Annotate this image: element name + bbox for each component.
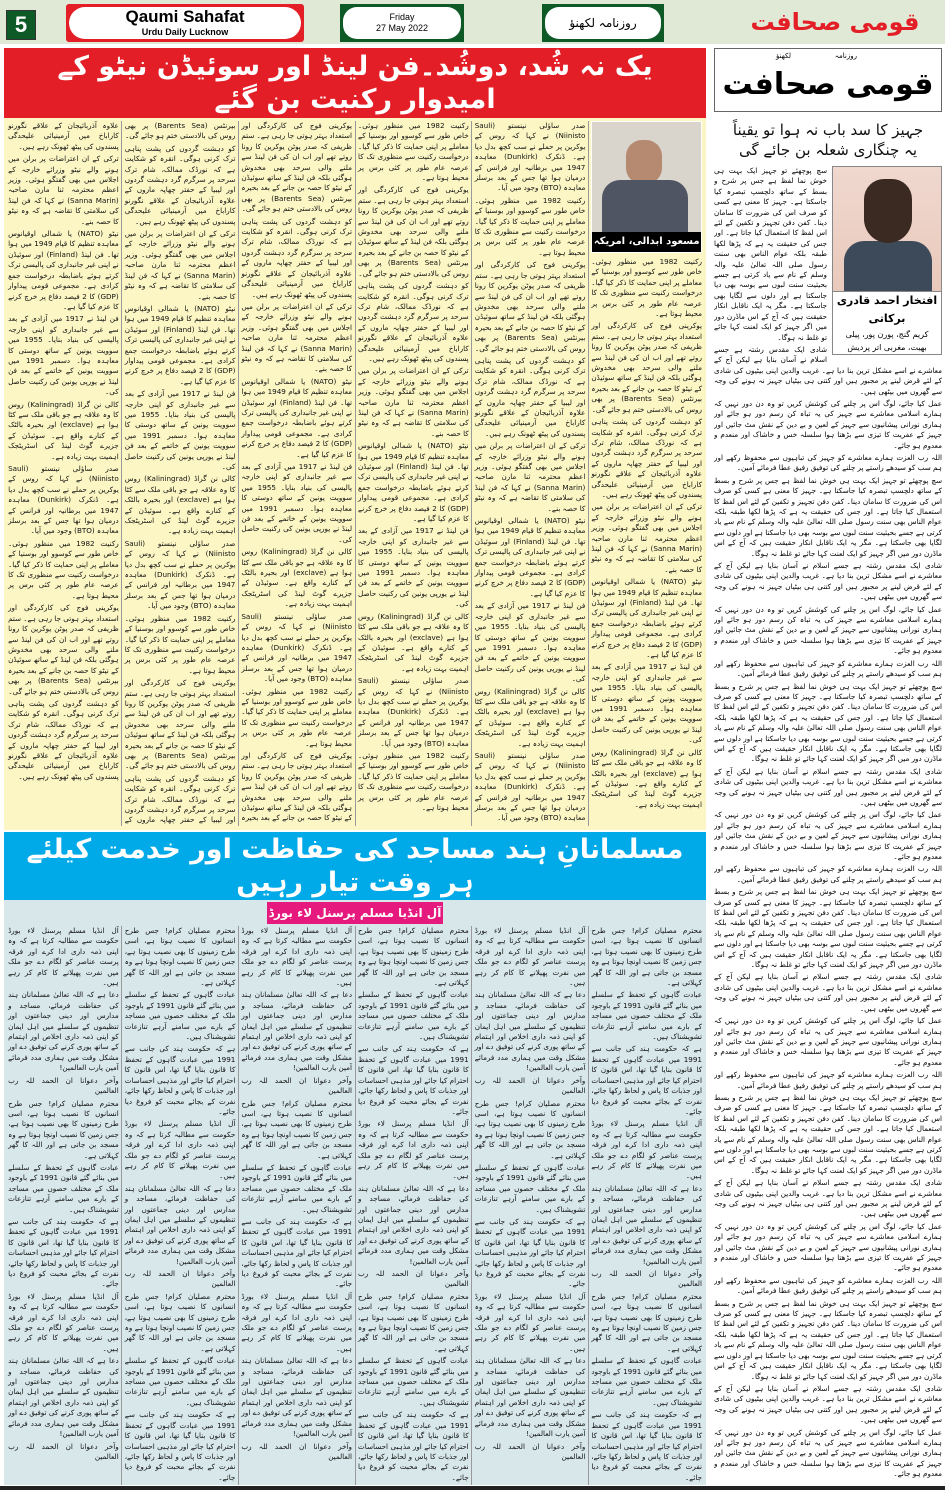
- article-paragraph: کالی نن گراڈ (Kaliningrad) روس کا وہ علاقہ ہے جو باقی ملک سے کٹا ہوا ہے (exclave) اور بحیرہ بالٹک کے کنارے واقع ہے۔ سوئیڈن کے جزیرے گوٹ لینڈ کی اسٹریٹجک اہمیت بہت زیادہ ہے۔: [358, 611, 469, 673]
- article-paragraph: عمل کیا جائے، لوگ اس پر چلنے کی کوشش کریں تو وہ دن دور نہیں کہ ہمارے اسلامی معاشرے سے جہیز کی یہ تباہ کن رسم دور ہو جائے اور ہماری نورانی پیشانیوں سے جہیز کے لعین و بے دین کے نقش مٹ جائیں اور جہیز کے عفریت کا تیزی سے بڑھتا ہوا سلسلہ خس و خاشاک اور منعدم و معدوم ہو جائے۔: [714, 810, 942, 861]
- article-paragraph: ہے کہ حکومت ہند کی جانب سے 1991 میں عبادت گاہوں کے تحفظ کا قانون بنایا گیا تھا، اس قانون کا احترام کیا جائے اور مذہبی احساسات اور جذبات کا پاس و لحاظ رکھا جائے، نفرت کے بجائے محبت کو فروغ دیا جائے۔: [591, 1044, 702, 1116]
- article-paragraph: عبادت گاہوں کے تحفظ کے سلسلے میں بنائے گئے قانون 1991 کے باوجود ملک کے مختلف حصوں میں مساجد کے بارے میں سامنے آرہے تنازعات تشویشناک ہیں۔: [241, 1162, 353, 1214]
- photo-figure: [844, 241, 932, 291]
- article-paragraph: وآخر دعوانا ان الحمد للہ رب العالمین: [8, 1441, 119, 1461]
- article-paragraph: کو دہشت گردوں کی پشت پناہی ترک کرنی ہوگی۔ انقرہ کو شکایت ہے کہ نورڈک ممالک، شام ترک سرحد پر سرگرم گرد دہشت گردوں اور لیبیا کے حفتر چھاپہ ماروں کے علاوہ آذربائیجان کے علاقے نگورنو کاراباخ میں آرمینیائی علیحدگی پسندوں کی پیٹھ ٹھونک رہے ہیں۔: [124, 143, 236, 226]
- article-paragraph: عبادت گاہوں کے تحفظ کے سلسلے میں بنائے گئے قانون 1991 کے باوجود ملک کے مختلف حصوں میں مساجد کے بارے میں سامنے آرہے تنازعات تشویشناک ہیں۔: [358, 990, 469, 1042]
- right-headline: [714, 112, 942, 166]
- article-paragraph: نیٹو (NATO) یا شمالی اوقیانوس معاہدہ تنظیم کا قیام 1949 میں ہوا تھا۔ فن لینڈ (Finland) اور سوئیڈن نے اپنی غیر جانبداری کی پالیسی ترک کرتے ہوئے باضابطہ درخواست جمع کرادی ہے۔ مجموعی قومی پیداوار (GDP) کا 2 فیصد دفاع پر خرچ کرنے کا عزم کیا گیا ہے۔: [591, 577, 702, 660]
- article-paragraph: وآخر دعوانا ان الحمد للہ رب العالمین: [124, 1269, 236, 1289]
- article-paragraph: دعا ہے کہ اللہ تعالیٰ مسلمانان ہند کی حفاظت فرمائے، مساجد و مدارس اور دینی جماعتوں اور تنظیموں کے سلسلے میں اہل ایمان کو اپنی ذمہ داری اخلاص اور اہتمام کے ساتھ پوری کرنے کی توفیق دے اور مشکل وقت میں ہماری مدد فرمائے آمین یارب العالمین!: [358, 1183, 469, 1266]
- main-headline: یک نہ شُد، دوشُد۔فن لینڈ اور سوئیڈن نیٹو کے امیدوار رکنیت بن گئے: [4, 48, 706, 118]
- day: Friday: [389, 12, 415, 22]
- article-paragraph: شادی ایک مقدس رشتہ ہے جسے اسلام نے آسان بنایا ہے لیکن آج کے معاشرے نے اسے مشکل ترین بنا دیا ہے۔ غریب والدین اپنی بیٹیوں کی شادی کے لئے قرض لینے پر مجبور ہیں اور کتنی ہی بیٹیاں جہیز نہ ہونے کی وجہ سے گھروں میں بیٹھی ہیں۔: [714, 1383, 942, 1425]
- article-paragraph: فن لینڈ نے 1917 میں آزادی کے بعد سے غیر جانبداری کو اپنی خارجہ پالیسی کی بنیاد بنایا۔ 1955 میں سوویت یونین کے ساتھ دوستی کا معاہدہ ہوا۔ دسمبر 1991 میں سوویت یونین کے خاتمے کے بعد فن لینڈ نے یورپی یونین کی رکنیت حاصل کی۔: [241, 462, 353, 544]
- article-paragraph: یوکرینی فوج کی کارکردگی اور استعداد بہتر ہوتی جا رہی ہے۔ ستم ظریفی کہ صدر پوٹن یوکرین کا رونا روتے تھے اور اب ان کی فن لینڈ سے ملنے والی سرحد بھی مخدوش ہوگئی بلکہ فن لینڈ کے ساتھ سوئیڈن کے نیٹو کا حصہ بن جانے کے بعد بحیرہ بیرنٹس (Barents Sea) پر بھی روس کی بالادستی ختم ہو جائے گی۔: [591, 321, 702, 414]
- article-paragraph: سچ پوچھئے تو جہیز ایک بہت ہی خوش نما لفظ ہے جس پر شرح و بسط کے ساتھ دلچسپ تبصرہ کیا جاسکتا ہے۔ جہیز کا معنی ہے کسی کو صرف اس کی ضرورت کا سامان دینا۔ کفن دفن تجہیز و تکفین کے لئے اس لفظ کا استعمال کیا جاتا ہے۔ اور جس کی حقیقت یہ ہے کہ پڑھا لکھا طبقہ بلکہ عوام الناس بھی سنت رسول صلی اللہ تعالیٰ علیہ والہ وسلم کے نام سے یاد کرتی ہے جسے بحیثیت سنت لبوں سے بوسہ بھی دیا جاسکتا ہے اور دلوں سے لگایا بھی جاسکتا ہے۔ مگر یہ ایک ناقابل انکار حقیقت ہیں کہ آج کے اس ماڈرن دور میں اگر جہیز کو ایک لعنت کہا جائے تو غلط نہ ہوگا۔: [714, 475, 942, 558]
- right-headline-line1: جہیز کا سد باب نہ ہوا تو یقیناً: [732, 121, 924, 139]
- article-paragraph: دعا ہے کہ اللہ تعالیٰ مسلمانان ہند کی حفاظت فرمائے، مساجد و مدارس اور دینی جماعتوں اور تنظیموں کے سلسلے میں اہل ایمان کو اپنی ذمہ داری اخلاص اور اہتمام کے ساتھ پوری کرنے کی توفیق دے اور مشکل وقت میں ہماری مدد فرمائے آمین یارب العالمین!: [8, 990, 119, 1073]
- article-paragraph: عبادت گاہوں کے تحفظ کے سلسلے میں بنائے گئے قانون 1991 کے باوجود ملک کے مختلف حصوں میں مساجد کے بارے میں سامنے آرہے تنازعات تشویشناک ہیں۔: [8, 1162, 119, 1214]
- article-paragraph: کو دہشت گردوں کی پشت پناہی ترک کرنی ہوگی۔ انقرہ کو شکایت ہے کہ نورڈک ممالک، شام ترک سرحد پر سرگرم گرد دہشت گردوں اور لیبیا کے حفتر چھاپہ ماروں کے علاوہ آذربائیجان کے علاقے نگورنو کاراباخ میں آرمینیائی علیحدگی پسندوں کی پیٹھ ٹھونک رہے ہیں۔: [8, 121, 236, 825]
- article-paragraph: اللہ رب العزت ہمارے معاشرے کو جہیز کی تباہیوں سے محفوظ رکھے اور ہم سب کو سیدھے راستے پر چلنے کی توفیق رفیق عطا فرمائے آمین۔: [714, 864, 942, 884]
- article-paragraph: شادی ایک مقدس رشتہ ہے جسے اسلام نے آسان بنایا ہے لیکن آج کے معاشرے نے اسے مشکل ترین بنا دیا ہے۔ غریب والدین اپنی بیٹیوں کی شادی کے لئے قرض لینے پر مجبور ہیں اور کتنی ہی بیٹیاں جہیز نہ ہونے کی وجہ سے گھروں میں بیٹھی ہیں۔: [714, 1178, 942, 1219]
- article-paragraph: وآخر دعوانا ان الحمد للہ رب العالمین: [241, 1075, 353, 1096]
- bottom-article-body: [4, 926, 706, 1485]
- article-paragraph: صدر ساؤلی نینستو (Sauli Niinisto) نے کہا کہ روس کے یوکرین پر حملے نے سب کچھ بدل دیا ہے۔ ڈنکرک (Dunkirk) معاہدہ 1947 میں برطانیہ اور فرانس کے درمیان ہوا تھا جس کے بعد برسلز معاہدہ (BTO) وجود میں آیا۔: [474, 750, 586, 823]
- article-paragraph: وآخر دعوانا ان الحمد للہ رب العالمین: [241, 1441, 353, 1461]
- article-paragraph: سچ پوچھئے تو جہیز ایک بہت ہی خوش نما لفظ ہے جس پر شرح و بسط کے ساتھ دلچسپ تبصرہ کیا جاسکتا ہے۔ جہیز کا معنی ہے کسی کو صرف اس کی ضرورت کا سامان دینا۔ کفن دفن تجہیز و تکفین کے لئے اس لفظ کا استعمال کیا جاتا ہے۔ اور جس کی حقیقت یہ ہے کہ پڑھا لکھا طبقہ بلکہ عوام الناس بھی سنت رسول صلی اللہ تعالیٰ علیہ والہ وسلم کے نام سے یاد کرتی ہے جسے بحیثیت سنت لبوں سے بوسہ بھی دیا جاسکتا ہے اور دلوں سے لگایا بھی جاسکتا ہے۔ مگر یہ ایک ناقابل انکار حقیقت ہیں کہ آج کے اس ماڈرن دور میں اگر جہیز کو ایک لعنت کہا جائے تو غلط نہ ہوگا۔: [714, 887, 942, 970]
- photo-caption: مسعود ابدالی، امریکہ: [592, 232, 701, 252]
- article-paragraph: محترم مصلیان کرام! جس طرح انسانوں کا نصیب ہوتا ہے، اسی طرح زمینوں کا بھی نصیب ہوتا ہے، جس زمین کا نصیب اونچا ہوتا ہے وہ مسجد بن جاتی ہے اور اللہ کا گھر کہلاتی ہے۔: [591, 1291, 702, 1353]
- article-paragraph: عبادت گاہوں کے تحفظ کے سلسلے میں بنائے گئے قانون 1991 کے باوجود ملک کے مختلف حصوں میں مساجد کے بارے میں سامنے آرہے تنازعات تشویشناک ہیں۔: [124, 1356, 236, 1407]
- article-paragraph: آل انڈیا مسلم پرسنل لاء بورڈ حکومت سے مطالبہ کرتا ہے کہ وہ اپنی ذمہ داری ادا کرے اور فرقہ پرست عناصر کو لگام دے جو ملک میں نفرت پھیلانے کا کام کر رہے ہیں۔: [124, 1119, 236, 1181]
- article-paragraph: دعا ہے کہ اللہ تعالیٰ مسلمانان ہند کی حفاظت فرمائے، مساجد و مدارس اور دینی جماعتوں اور تنظیموں کے سلسلے میں اہل ایمان کو اپنی ذمہ داری اخلاص اور اہتمام کے ساتھ پوری کرنے کی توفیق دے اور مشکل وقت میں ہماری مدد فرمائے آمین یارب العالمین!: [124, 1183, 236, 1266]
- article-paragraph: سچ پوچھئے تو جہیز ایک بہت ہی خوش نما لفظ ہے جس پر شرح و بسط کے ساتھ دلچسپ تبصرہ کیا جاسکتا ہے۔ جہیز کا معنی ہے کسی کو صرف اس کی ضرورت کا سامان دینا۔ کفن دفن تجہیز و تکفین کے لئے اس لفظ کا استعمال کیا جاتا ہے۔ اور جس کی حقیقت یہ ہے کہ پڑھا لکھا طبقہ بلکہ عوام الناس بھی سنت رسول صلی اللہ تعالیٰ علیہ والہ وسلم کے نام سے یاد کرتی ہے جسے بحیثیت سنت لبوں سے بوسہ بھی دیا جاسکتا ہے اور دلوں سے لگایا بھی جاسکتا ہے۔ مگر یہ ایک ناقابل انکار حقیقت ہیں کہ آج کے اس ماڈرن دور میں اگر جہیز کو ایک لعنت کہا جائے تو غلط نہ ہوگا۔: [714, 166, 827, 342]
- article-paragraph: عمل کیا جائے، لوگ اس پر چلنے کی کوشش کریں تو وہ دن دور نہیں کہ ہمارے اسلامی معاشرے سے جہیز کی یہ تباہ کن رسم دور ہو جائے اور ہماری نورانی پیشانیوں سے جہیز کے لعین و بے دین کے نقش مٹ جائیں اور جہیز کے عفریت کا تیزی سے بڑھتا ہوا سلسلہ خس و خاشاک اور منعدم و معدوم ہو جائے۔: [714, 1016, 942, 1067]
- article-paragraph: سچ پوچھئے تو جہیز ایک بہت ہی خوش نما لفظ ہے جس پر شرح و بسط کے ساتھ دلچسپ تبصرہ کیا جاسکتا ہے۔ جہیز کا معنی ہے کسی کو صرف اس کی ضرورت کا سامان دینا۔ کفن دفن تجہیز و تکفین کے لئے اس لفظ کا استعمال کیا جاتا ہے۔ اور جس کی حقیقت یہ ہے کہ پڑھا لکھا طبقہ بلکہ عوام الناس بھی سنت رسول صلی اللہ تعالیٰ علیہ والہ وسلم کے نام سے یاد کرتی ہے جسے بحیثیت سنت لبوں سے بوسہ بھی دیا جاسکتا ہے اور دلوں سے لگایا بھی جاسکتا ہے۔ مگر یہ ایک ناقابل انکار حقیقت ہیں کہ آج کے اس ماڈرن دور میں اگر جہیز کو ایک لعنت کہا جائے تو غلط نہ ہوگا۔: [714, 1092, 942, 1175]
- page-number: 5: [6, 10, 36, 40]
- article-paragraph: محترم مصلیان کرام! جس طرح انسانوں کا نصیب ہوتا ہے، اسی طرح زمینوں کا بھی نصیب ہوتا ہے، جس زمین کا نصیب اونچا ہوتا ہے وہ مسجد بن جاتی ہے اور اللہ کا گھر کہلاتی ہے۔: [8, 1098, 119, 1160]
- top-article: [4, 118, 706, 830]
- author-name: افتخار احمد قادری برکاتی: [836, 294, 938, 325]
- article-paragraph: رکنیت 1982 میں منظور ہوئی۔ خاص طور سے کوسوو اور بوسنیا کے معاملے پر اپنی حمایت کا ذکر کیا گیا۔ درخواست رکنیت سے منظوری تک کا عرصہ عام طور پر کئی برس پر محیط ہوتا ہے۔: [358, 750, 469, 812]
- article-paragraph: آل انڈیا مسلم پرسنل لاء بورڈ حکومت سے مطالبہ کرتا ہے کہ وہ اپنی ذمہ داری ادا کرے اور فرقہ پرست عناصر کو لگام دے جو ملک میں نفرت پھیلانے کا کام کر رہے ہیں۔: [8, 926, 119, 988]
- right-column: [714, 48, 942, 1486]
- article-paragraph: شادی ایک مقدس رشتہ ہے جسے اسلام نے آسان بنایا ہے لیکن آج کے معاشرے نے اسے مشکل ترین بنا دیا ہے۔ غریب والدین اپنی بیٹیوں کی شادی کے لئے قرض لینے پر مجبور ہیں اور کتنی ہی بیٹیاں جہیز نہ ہونے کی وجہ سے گھروں میں بیٹھی ہیں۔: [714, 561, 942, 602]
- second-headline: مسلمانانِ ہند مساجد کی حفاظت اور خدمت کیلئے ہر وقت تیار رہیں: [4, 832, 706, 900]
- article-paragraph: شادی ایک مقدس رشتہ ہے جسے اسلام نے آسان بنایا ہے لیکن آج کے معاشرے نے اسے مشکل ترین بنا دیا ہے۔ غریب والدین اپنی بیٹیوں کی شادی کے لئے قرض لینے پر مجبور ہیں اور کتنی ہی بیٹیاں جہیز نہ ہونے کی وجہ سے گھروں میں بیٹھی ہیں۔: [714, 344, 942, 396]
- article-paragraph: اللہ رب العزت ہمارے معاشرے کو جہیز کی تباہیوں سے محفوظ رکھے اور ہم سب کو سیدھے راستے پر چلنے کی توفیق رفیق عطا فرمائے آمین۔: [714, 1275, 942, 1296]
- article-paragraph: کو دہشت گردوں کی پشت پناہی ترک کرنی ہوگی۔ انقرہ کو شکایت ہے کہ نورڈک ممالک، شام ترک سرحد پر سرگرم گرد دہشت گردوں اور لیبیا کے حفتر چھاپہ ماروں کے علاوہ آذربائیجان کے علاقے نگورنو کاراباخ میں آرمینیائی علیحدگی پسندوں کی پیٹھ ٹھونک رہے ہیں۔: [358, 281, 469, 363]
- article-paragraph: ہے کہ حکومت ہند کی جانب سے 1991 میں عبادت گاہوں کے تحفظ کا قانون بنایا گیا تھا، اس قانون کا احترام کیا جائے اور مذہبی احساسات اور جذبات کا پاس و لحاظ رکھا جائے، نفرت کے بجائے محبت کو فروغ دیا جائے۔: [8, 1216, 119, 1289]
- author-photo-2: [832, 166, 942, 292]
- author-photo-block: [832, 166, 942, 355]
- article-paragraph: ترکی کے ان اعتراضات پر برلن میں ہونے والے نیٹو وزرائے خارجہ کے اجلاس میں بھی گفتگو ہوئی۔ وزیر اعظم محترمہ ثنا مارن صاحبہ (Sanna Marin) نے کہا کہ فن لینڈ کی سلامتی کا تقاضہ ہے کہ وہ نیٹو کا حصہ بنے۔: [358, 366, 469, 438]
- article-paragraph: وآخر دعوانا ان الحمد للہ رب العالمین: [474, 1441, 586, 1461]
- article-paragraph: وآخر دعوانا ان الحمد للہ رب العالمین: [8, 1075, 119, 1096]
- article-paragraph: ترکی کے ان اعتراضات پر برلن میں ہونے والے نیٹو وزرائے خارجہ کے اجلاس میں بھی گفتگو ہوئی۔ وزیر اعظم محترمہ ثنا مارن صاحبہ (Sanna Marin) نے کہا کہ فن لینڈ کی سلامتی کا تقاضہ ہے کہ وہ نیٹو کا حصہ بنے۔: [8, 154, 119, 226]
- article-paragraph: صدر ساؤلی نینستو (Sauli Niinisto) نے کہا کہ روس کے یوکرین پر حملے نے سب کچھ بدل دیا ہے۔ ڈنکرک (Dunkirk) معاہدہ 1947 میں برطانیہ اور فرانس کے درمیان ہوا تھا جس کے بعد برسلز معاہدہ (BTO) وجود میں آیا۔: [8, 464, 119, 536]
- right-logo: قومی صحافت: [722, 67, 934, 102]
- article-paragraph: ہے کہ حکومت ہند کی جانب سے 1991 میں عبادت گاہوں کے تحفظ کا قانون بنایا گیا تھا، اس قانون کا احترام کیا جائے اور مذہبی احساسات اور جذبات کا پاس و لحاظ رکھا جائے، نفرت کے بجائے محبت کو فروغ دیا جائے۔: [591, 1410, 702, 1482]
- article-paragraph: نیٹو (NATO) یا شمالی اوقیانوس معاہدہ تنظیم کا قیام 1949 میں ہوا تھا۔ فن لینڈ (Finland) اور سوئیڈن نے اپنی غیر جانبداری کی پالیسی ترک کرتے ہوئے باضابطہ درخواست جمع کرادی ہے۔ مجموعی قومی پیداوار (GDP) کا 2 فیصد دفاع پر خرچ کرنے کا عزم کیا گیا ہے۔: [241, 376, 353, 459]
- article-paragraph: محترم مصلیان کرام! جس طرح انسانوں کا نصیب ہوتا ہے، اسی طرح زمینوں کا بھی نصیب ہوتا ہے، جس زمین کا نصیب اونچا ہوتا ہے وہ مسجد بن جاتی ہے اور اللہ کا گھر کہلاتی ہے۔: [241, 1098, 353, 1160]
- article-paragraph: ہے کہ حکومت ہند کی جانب سے 1991 میں عبادت گاہوں کے تحفظ کا قانون بنایا گیا تھا، اس قانون کا احترام کیا جائے اور مذہبی احساسات اور جذبات کا پاس و لحاظ رکھا جائے، نفرت کے بجائے محبت کو فروغ دیا جائے۔: [358, 1410, 469, 1482]
- article-paragraph: ہے کہ حکومت ہند کی جانب سے 1991 میں عبادت گاہوں کے تحفظ کا قانون بنایا گیا تھا، اس قانون کا احترام کیا جائے اور مذہبی احساسات اور جذبات کا پاس و لحاظ رکھا جائے، نفرت کے بجائے محبت کو فروغ دیا جائے۔: [124, 1410, 236, 1482]
- article-paragraph: کو دہشت گردوں کی پشت پناہی ترک کرنی ہوگی۔ انقرہ کو شکایت ہے کہ نورڈک ممالک، شام ترک سرحد پر سرگرم گرد دہشت گردوں اور لیبیا کے حفتر چھاپہ ماروں کے علاوہ آذربائیجان کے علاقے نگورنو کاراباخ میں آرمینیائی علیحدگی پسندوں کی پیٹھ ٹھونک رہے ہیں۔: [241, 216, 353, 299]
- article-paragraph: کالی نن گراڈ (Kaliningrad) روس کا وہ علاقہ ہے جو باقی ملک سے کٹا ہوا ہے (exclave) اور بحیرہ بالٹک کے کنارے واقع ہے۔ سوئیڈن کے جزیرے گوٹ لینڈ کی اسٹریٹجک اہمیت بہت زیادہ ہے۔: [474, 686, 586, 748]
- article-paragraph: محترم مصلیان کرام! جس طرح انسانوں کا نصیب ہوتا ہے، اسی طرح زمینوں کا بھی نصیب ہوتا ہے، جس زمین کا نصیب اونچا ہوتا ہے وہ مسجد بن جاتی ہے اور اللہ کا گھر کہلاتی ہے۔: [474, 1098, 586, 1160]
- article-paragraph: شادی ایک مقدس رشتہ ہے جسے اسلام نے آسان بنایا ہے لیکن آج کے معاشرے نے اسے مشکل ترین بنا دیا ہے۔ غریب والدین اپنی بیٹیوں کی شادی کے لئے قرض لینے پر مجبور ہیں اور کتنی ہی بیٹیاں جہیز نہ ہونے کی وجہ سے گھروں میں بیٹھی ہیں۔: [714, 766, 942, 807]
- article-paragraph: نیٹو (NATO) یا شمالی اوقیانوس معاہدہ تنظیم کا قیام 1949 میں ہوا تھا۔ فن لینڈ (Finland) اور سوئیڈن نے اپنی غیر جانبداری کی پالیسی ترک کرتے ہوئے باضابطہ درخواست جمع کرادی ہے۔ مجموعی قومی پیداوار (GDP) کا 2 فیصد دفاع پر خرچ کرنے کا عزم کیا گیا ہے۔: [8, 229, 119, 311]
- article-paragraph: نیٹو (NATO) یا شمالی اوقیانوس معاہدہ تنظیم کا قیام 1949 میں ہوا تھا۔ فن لینڈ (Finland) اور سوئیڈن نے اپنی غیر جانبداری کی پالیسی ترک کرتے ہوئے باضابطہ درخواست جمع کرادی ہے۔ مجموعی قومی پیداوار (GDP) کا 2 فیصد دفاع پر خرچ کرنے کا عزم کیا گیا ہے۔: [358, 441, 469, 524]
- article-paragraph: دعا ہے کہ اللہ تعالیٰ مسلمانان ہند کی حفاظت فرمائے، مساجد و مدارس اور دینی جماعتوں اور تنظیموں کے سلسلے میں اہل ایمان کو اپنی ذمہ داری اخلاص اور اہتمام کے ساتھ پوری کرنے کی توفیق دے اور مشکل وقت میں ہماری مدد فرمائے آمین یارب العالمین!: [8, 1356, 119, 1439]
- article-paragraph: محترم مصلیان کرام! جس طرح انسانوں کا نصیب ہوتا ہے، اسی طرح زمینوں کا بھی نصیب ہوتا ہے، جس زمین کا نصیب اونچا ہوتا ہے وہ مسجد بن جاتی ہے اور اللہ کا گھر کہلاتی ہے۔: [358, 926, 469, 988]
- right-article-body: [714, 166, 942, 1486]
- article-paragraph: آل انڈیا مسلم پرسنل لاء بورڈ حکومت سے مطالبہ کرتا ہے کہ وہ اپنی ذمہ داری ادا کرے اور فرقہ پرست عناصر کو لگام دے جو ملک میں نفرت پھیلانے کا کام کر رہے ہیں۔: [8, 1291, 119, 1353]
- article-paragraph: عمل کیا جائے، لوگ اس پر چلنے کی کوشش کریں تو وہ دن دور نہیں کہ ہمارے اسلامی معاشرے سے جہیز کی یہ تباہ کن رسم دور ہو جائے اور ہماری نورانی پیشانیوں سے جہیز کے لعین و بے دین کے نقش مٹ جائیں اور جہیز کے عفریت کا تیزی سے بڑھتا ہوا سلسلہ خس و خاشاک اور منعدم و معدوم ہو جائے۔: [714, 604, 942, 656]
- article-paragraph: محترم مصلیان کرام! جس طرح انسانوں کا نصیب ہوتا ہے، اسی طرح زمینوں کا بھی نصیب ہوتا ہے، جس زمین کا نصیب اونچا ہوتا ہے وہ مسجد بن جاتی ہے اور اللہ کا گھر کہلاتی ہے۔: [358, 1291, 469, 1353]
- urdu-brand-logo: قومی صحافت: [750, 8, 920, 36]
- article-paragraph: صدر ساؤلی نینستو (Sauli Niinisto) نے کہا کہ روس کے یوکرین پر حملے نے سب کچھ بدل دیا ہے۔ ڈنکرک (Dunkirk) معاہدہ 1947 میں برطانیہ اور فرانس کے درمیان ہوا تھا جس کے بعد برسلز معاہدہ (BTO) وجود میں آیا۔: [124, 538, 236, 611]
- article-paragraph: صدر ساؤلی نینستو (Sauli Niinisto) نے کہا کہ روس کے یوکرین پر حملے نے سب کچھ بدل دیا ہے۔ ڈنکرک (Dunkirk) معاہدہ 1947 میں برطانیہ اور فرانس کے درمیان ہوا تھا جس کے بعد برسلز معاہدہ (BTO) وجود میں آیا۔: [241, 611, 353, 684]
- article-paragraph: فن لینڈ نے 1917 میں آزادی کے بعد سے غیر جانبداری کو اپنی خارجہ پالیسی کی بنیاد بنایا۔ 1955 میں سوویت یونین کے ساتھ دوستی کا معاہدہ ہوا۔ دسمبر 1991 میں سوویت یونین کے خاتمے کے بعد فن لینڈ نے یورپی یونین کی رکنیت حاصل کی۔: [358, 526, 469, 609]
- article-paragraph: فن لینڈ نے 1917 میں آزادی کے بعد سے غیر جانبداری کو اپنی خارجہ پالیسی کی بنیاد بنایا۔ 1955 میں سوویت یونین کے ساتھ دوستی کا معاہدہ ہوا۔ دسمبر 1991 میں سوویت یونین کے خاتمے کے بعد فن لینڈ نے یورپی یونین کی رکنیت حاصل کی۔: [8, 314, 119, 397]
- article-paragraph: ترکی کے ان اعتراضات پر برلن میں ہونے والے نیٹو وزرائے خارجہ کے اجلاس میں بھی گفتگو ہوئی۔ وزیر اعظم محترمہ ثنا مارن صاحبہ (Sanna Marin) نے کہا کہ فن لینڈ کی سلامتی کا تقاضہ ہے کہ وہ نیٹو کا حصہ بنے۔: [591, 502, 702, 574]
- article-paragraph: کو دہشت گردوں کی پشت پناہی ترک کرنی ہوگی۔ انقرہ کو شکایت ہے کہ نورڈک ممالک، شام ترک سرحد پر سرگرم گرد دہشت گردوں اور لیبیا کے حفتر چھاپہ ماروں کے علاوہ آذربائیجان کے علاقے نگورنو کاراباخ میں آرمینیائی علیحدگی پسندوں کی پیٹھ ٹھونک رہے ہیں۔: [591, 417, 702, 499]
- article-paragraph: وآخر دعوانا ان الحمد للہ رب العالمین: [591, 1269, 702, 1289]
- article-paragraph: رکنیت 1982 میں منظور ہوئی۔ خاص طور سے کوسوو اور بوسنیا کے معاملے پر اپنی حمایت کا ذکر کیا گیا۔ درخواست رکنیت سے منظوری تک کا عرصہ عام طور پر کئی برس پر محیط ہوتا ہے۔: [241, 686, 353, 748]
- top-article-body: [4, 121, 706, 826]
- article-paragraph: صدر ساؤلی نینستو (Sauli Niinisto) نے کہا کہ روس کے یوکرین پر حملے نے سب کچھ بدل دیا ہے۔ ڈنکرک (Dunkirk) معاہدہ 1947 میں برطانیہ اور فرانس کے درمیان ہوا تھا جس کے بعد برسلز معاہدہ (BTO) وجود میں آیا۔: [474, 121, 586, 193]
- date-box: [340, 4, 464, 42]
- author-address-2: بھیت، مغربی اتر پردیش: [847, 343, 927, 352]
- article-paragraph: ہے کہ حکومت ہند کی جانب سے 1991 میں عبادت گاہوں کے تحفظ کا قانون بنایا گیا تھا، اس قانون کا احترام کیا جائے اور مذہبی احساسات اور جذبات کا پاس و لحاظ رکھا جائے، نفرت کے بجائے محبت کو فروغ دیا جائے۔: [474, 1216, 586, 1289]
- article-paragraph: محترم مصلیان کرام! جس طرح انسانوں کا نصیب ہوتا ہے، اسی طرح زمینوں کا بھی نصیب ہوتا ہے، جس زمین کا نصیب اونچا ہوتا ہے وہ مسجد بن جاتی ہے اور اللہ کا گھر کہلاتی ہے۔: [124, 926, 236, 988]
- subhead-row: [4, 900, 706, 926]
- photo-head: [864, 179, 912, 243]
- right-logo-box: [714, 48, 942, 112]
- article-paragraph: یوکرینی فوج کی کارکردگی اور استعداد بہتر ہوتی جا رہی ہے۔ ستم ظریفی کہ صدر پوٹن یوکرین کا رونا روتے تھے اور اب ان کی فن لینڈ سے ملنے والی سرحد بھی مخدوش ہوگئی بلکہ فن لینڈ کے ساتھ سوئیڈن کے نیٹو کا حصہ بن جانے کے بعد بحیرہ بیرنٹس (Barents Sea) پر بھی روس کی بالادستی ختم ہو جائے گی۔: [358, 185, 469, 278]
- logo-small-right: لکھنؤ: [776, 52, 791, 60]
- article-paragraph: فن لینڈ نے 1917 میں آزادی کے بعد سے غیر جانبداری کو اپنی خارجہ پالیسی کی بنیاد بنایا۔ 1955 میں سوویت یونین کے ساتھ دوستی کا معاہدہ ہوا۔ دسمبر 1991 میں سوویت یونین کے خاتمے کے بعد فن لینڈ نے یورپی یونین کی رکنیت حاصل کی۔: [474, 601, 586, 684]
- rozname-box: [542, 4, 664, 42]
- article-paragraph: یوکرینی فوج کی کارکردگی اور استعداد بہتر ہوتی جا رہی ہے۔ ستم ظریفی کہ صدر پوٹن یوکرین کا رونا روتے تھے اور اب ان کی فن لینڈ سے ملنے والی سرحد بھی مخدوش ہوگئی بلکہ فن لینڈ کے ساتھ سوئیڈن کے نیٹو کا حصہ بن جانے کے بعد بحیرہ بیرنٹس (Barents Sea) پر بھی روس کی بالادستی ختم ہو جائے گی۔: [8, 603, 119, 696]
- article-paragraph: دعا ہے کہ اللہ تعالیٰ مسلمانان ہند کی حفاظت فرمائے، مساجد و مدارس اور دینی جماعتوں اور تنظیموں کے سلسلے میں اہل ایمان کو اپنی ذمہ داری اخلاص اور اہتمام کے ساتھ پوری کرنے کی توفیق دے اور مشکل وقت میں ہماری مدد فرمائے آمین یارب العالمین!: [591, 1183, 702, 1266]
- article-paragraph: عبادت گاہوں کے تحفظ کے سلسلے میں بنائے گئے قانون 1991 کے باوجود ملک کے مختلف حصوں میں مساجد کے بارے میں سامنے آرہے تنازعات تشویشناک ہیں۔: [474, 1162, 586, 1214]
- article-paragraph: اللہ رب العزت ہمارے معاشرے کو جہیز کی تباہیوں سے محفوظ رکھے اور ہم سب کو سیدھے راستے پر چلنے کی توفیق رفیق عطا فرمائے آمین۔: [714, 1070, 942, 1090]
- article-paragraph: آل انڈیا مسلم پرسنل لاء بورڈ حکومت سے مطالبہ کرتا ہے کہ وہ اپنی ذمہ داری ادا کرے اور فرقہ پرست عناصر کو لگام دے جو ملک میں نفرت پھیلانے کا کام کر رہے ہیں۔: [591, 1119, 702, 1181]
- article-paragraph: شادی ایک مقدس رشتہ ہے جسے اسلام نے آسان بنایا ہے لیکن آج کے معاشرے نے اسے مشکل ترین بنا دیا ہے۔ غریب والدین اپنی بیٹیوں کی شادی کے لئے قرض لینے پر مجبور ہیں اور کتنی ہی بیٹیاں جہیز نہ ہونے کی وجہ سے گھروں میں بیٹھی ہیں۔: [714, 972, 942, 1013]
- photo-figure: [626, 140, 662, 184]
- article-paragraph: وآخر دعوانا ان الحمد للہ رب العالمین: [474, 1075, 586, 1096]
- article-paragraph: کالی نن گراڈ (Kaliningrad) روس کا وہ علاقہ ہے جو باقی ملک سے کٹا ہوا ہے (exclave) اور بحیرہ بالٹک کے کنارے واقع ہے۔ سوئیڈن کے جزیرے گوٹ لینڈ کی اسٹریٹجک اہمیت بہت زیادہ ہے۔: [241, 547, 353, 609]
- bottom-article: [4, 900, 706, 1485]
- article-paragraph: اللہ رب العزت ہمارے معاشرے کو جہیز کی تباہیوں سے محفوظ رکھے اور ہم سب کو سیدھے راستے پر چلنے کی توفیق رفیق عطا فرمائے آمین۔: [714, 452, 942, 473]
- article-paragraph: دعا ہے کہ اللہ تعالیٰ مسلمانان ہند کی حفاظت فرمائے، مساجد و مدارس اور دینی جماعتوں اور تنظیموں کے سلسلے میں اہل ایمان کو اپنی ذمہ داری اخلاص اور اہتمام کے ساتھ پوری کرنے کی توفیق دے اور مشکل وقت میں ہماری مدد فرمائے آمین یارب العالمین!: [241, 1356, 353, 1439]
- article-paragraph: یوکرینی فوج کی کارکردگی اور استعداد بہتر ہوتی جا رہی ہے۔ ستم ظریفی کہ صدر پوٹن یوکرین کا رونا روتے تھے اور اب ان کی فن لینڈ سے ملنے والی سرحد بھی مخدوش ہوگئی بلکہ فن لینڈ کے ساتھ سوئیڈن کے نیٹو کا حصہ بن جانے کے بعد بحیرہ بیرنٹس (Barents Sea) پر بھی روس کی بالادستی ختم ہو جائے گی۔: [474, 260, 586, 353]
- article-paragraph: عبادت گاہوں کے تحفظ کے سلسلے میں بنائے گئے قانون 1991 کے باوجود ملک کے مختلف حصوں میں مساجد کے بارے میں سامنے آرہے تنازعات تشویشناک ہیں۔: [358, 1356, 469, 1407]
- article-paragraph: وآخر دعوانا ان الحمد للہ رب العالمین: [358, 1269, 469, 1289]
- article-paragraph: محترم مصلیان کرام! جس طرح انسانوں کا نصیب ہوتا ہے، اسی طرح زمینوں کا بھی نصیب ہوتا ہے، جس زمین کا نصیب اونچا ہوتا ہے وہ مسجد بن جاتی ہے اور اللہ کا گھر کہلاتی ہے۔: [591, 926, 702, 988]
- rozname-text: روزنامہ لکھنؤ: [545, 7, 661, 39]
- article-paragraph: نیٹو (NATO) یا شمالی اوقیانوس معاہدہ تنظیم کا قیام 1949 میں ہوا تھا۔ فن لینڈ (Finland) اور سوئیڈن نے اپنی غیر جانبداری کی پالیسی ترک کرتے ہوئے باضابطہ درخواست جمع کرادی ہے۔ مجموعی قومی پیداوار (GDP) کا 2 فیصد دفاع پر خرچ کرنے کا عزم کیا گیا ہے۔: [474, 516, 586, 598]
- article-paragraph: کو دہشت گردوں کی پشت پناہی ترک کرنی ہوگی۔ انقرہ کو شکایت ہے کہ نورڈک ممالک، شام ترک سرحد پر سرگرم گرد دہشت گردوں اور لیبیا کے حفتر چھاپہ ماروں کے علاوہ آذربائیجان کے علاقے نگورنو کاراباخ میں آرمینیائی علیحدگی پسندوں کی پیٹھ ٹھونک رہے ہیں۔: [474, 355, 586, 438]
- article-paragraph: نیٹو (NATO) یا شمالی اوقیانوس معاہدہ تنظیم کا قیام 1949 میں ہوا تھا۔ فن لینڈ (Finland) اور سوئیڈن نے اپنی غیر جانبداری کی پالیسی ترک کرتے ہوئے باضابطہ درخواست جمع کرادی ہے۔ مجموعی قومی پیداوار (GDP) کا 2 فیصد دفاع پر خرچ کرنے کا عزم کیا گیا ہے۔: [124, 303, 236, 386]
- photo-suit: [602, 180, 688, 232]
- article-paragraph: یوکرینی فوج کی کارکردگی اور استعداد بہتر ہوتی جا رہی ہے۔ ستم ظریفی کہ صدر پوٹن یوکرین کا رونا روتے تھے اور اب ان کی فن لینڈ سے ملنے والی سرحد بھی مخدوش ہوگئی بلکہ فن لینڈ کے ساتھ سوئیڈن کے نیٹو کا حصہ بن جانے کے بعد بحیرہ بیرنٹس (Barents Sea) پر بھی روس کی بالادستی ختم ہو جائے گی۔: [124, 678, 236, 771]
- article-paragraph: رکنیت 1982 میں منظور ہوئی۔ خاص طور سے کوسوو اور بوسنیا کے معاملے پر اپنی حمایت کا ذکر کیا گیا۔ درخواست رکنیت سے منظوری تک کا عرصہ عام طور پر کئی برس پر محیط ہوتا ہے۔: [358, 121, 469, 183]
- article-paragraph: آل انڈیا مسلم پرسنل لاء بورڈ حکومت سے مطالبہ کرتا ہے کہ وہ اپنی ذمہ داری ادا کرے اور فرقہ پرست عناصر کو لگام دے جو ملک میں نفرت پھیلانے کا کام کر رہے ہیں۔: [474, 926, 586, 988]
- second-subhead: آل انڈیا مسلم پرسنل لاء بورڈ: [267, 902, 443, 924]
- article-paragraph: ہے کہ حکومت ہند کی جانب سے 1991 میں عبادت گاہوں کے تحفظ کا قانون بنایا گیا تھا، اس قانون کا احترام کیا جائے اور مذہبی احساسات اور جذبات کا پاس و لحاظ رکھا جائے، نفرت کے بجائے محبت کو فروغ دیا جائے۔: [358, 1044, 469, 1116]
- article-paragraph: سچ پوچھئے تو جہیز ایک بہت ہی خوش نما لفظ ہے جس پر شرح و بسط کے ساتھ دلچسپ تبصرہ کیا جاسکتا ہے۔ جہیز کا معنی ہے کسی کو صرف اس کی ضرورت کا سامان دینا۔ کفن دفن تجہیز و تکفین کے لئے اس لفظ کا استعمال کیا جاتا ہے۔ اور جس کی حقیقت یہ ہے کہ پڑھا لکھا طبقہ بلکہ عوام الناس بھی سنت رسول صلی اللہ تعالیٰ علیہ والہ وسلم کے نام سے یاد کرتی ہے جسے بحیثیت سنت لبوں سے بوسہ بھی دیا جاسکتا ہے اور دلوں سے لگایا بھی جاسکتا ہے۔ مگر یہ ایک ناقابل انکار حقیقت ہیں کہ آج کے اس ماڈرن دور میں اگر جہیز کو ایک لعنت کہا جائے تو غلط نہ ہوگا۔: [714, 681, 942, 764]
- article-paragraph: عمل کیا جائے، لوگ اس پر چلنے کی کوشش کریں تو وہ دن دور نہیں کہ ہمارے اسلامی معاشرے سے جہیز کی یہ تباہ کن رسم دور ہو جائے اور ہماری نورانی پیشانیوں سے جہیز کے لعین و بے دین کے نقش مٹ جائیں اور جہیز کے عفریت کا تیزی سے بڑھتا ہوا سلسلہ خس و خاشاک اور منعدم و معدوم ہو جائے۔: [714, 398, 942, 450]
- article-paragraph: فن لینڈ نے 1917 میں آزادی کے بعد سے غیر جانبداری کو اپنی خارجہ پالیسی کی بنیاد بنایا۔ 1955 میں سوویت یونین کے ساتھ دوستی کا معاہدہ ہوا۔ دسمبر 1991 میں سوویت یونین کے خاتمے کے بعد فن لینڈ نے یورپی یونین کی رکنیت حاصل کی۔: [124, 389, 236, 471]
- logo-small-left: روزنامہ: [834, 52, 857, 60]
- article-paragraph: محترم مصلیان کرام! جس طرح انسانوں کا نصیب ہوتا ہے، اسی طرح زمینوں کا بھی نصیب ہوتا ہے، جس زمین کا نصیب اونچا ہوتا ہے وہ مسجد بن جاتی ہے اور اللہ کا گھر کہلاتی ہے۔: [124, 1291, 236, 1353]
- article-paragraph: کو دہشت گردوں کی پشت پناہی ترک کرنی ہوگی۔ انقرہ کو شکایت ہے کہ نورڈک ممالک، شام ترک سرحد پر سرگرم گرد دہشت گردوں اور لیبیا کے حفتر چھاپہ ماروں کے علاوہ آذربائیجان کے علاقے نگورنو کاراباخ میں آرمینیائی علیحدگی پسندوں کی پیٹھ ٹھونک رہے ہیں۔: [8, 698, 119, 781]
- english-title-box: [66, 4, 304, 42]
- article-paragraph: فن لینڈ نے 1917 میں آزادی کے بعد سے غیر جانبداری کو اپنی خارجہ پالیسی کی بنیاد بنایا۔ 1955 میں سوویت یونین کے ساتھ دوستی کا معاہدہ ہوا۔ دسمبر 1991 میں سوویت یونین کے خاتمے کے بعد فن لینڈ نے یورپی یونین کی رکنیت حاصل کی۔: [591, 662, 702, 745]
- article-paragraph: ترکی کے ان اعتراضات پر برلن میں ہونے والے نیٹو وزرائے خارجہ کے اجلاس میں بھی گفتگو ہوئی۔ وزیر اعظم محترمہ ثنا مارن صاحبہ (Sanna Marin) نے کہا کہ فن لینڈ کی سلامتی کا تقاضہ ہے کہ وہ نیٹو کا حصہ بنے۔: [124, 229, 236, 301]
- article-paragraph: صدر ساؤلی نینستو (Sauli Niinisto) نے کہا کہ روس کے یوکرین پر حملے نے سب کچھ بدل دیا ہے۔ ڈنکرک (Dunkirk) معاہدہ 1947 میں برطانیہ اور فرانس کے درمیان ہوا تھا جس کے بعد برسلز معاہدہ (BTO) وجود میں آیا۔: [358, 676, 469, 748]
- page-bottom-rule: [0, 1486, 945, 1490]
- article-paragraph: دعا ہے کہ اللہ تعالیٰ مسلمانان ہند کی حفاظت فرمائے، مساجد و مدارس اور دینی جماعتوں اور تنظیموں کے سلسلے میں اہل ایمان کو اپنی ذمہ داری اخلاص اور اہتمام کے ساتھ پوری کرنے کی توفیق دے اور مشکل وقت میں ہماری مدد فرمائے آمین یارب العالمین!: [474, 990, 586, 1073]
- article-paragraph: عبادت گاہوں کے تحفظ کے سلسلے میں بنائے گئے قانون 1991 کے باوجود ملک کے مختلف حصوں میں مساجد کے بارے میں سامنے آرہے تنازعات تشویشناک ہیں۔: [591, 1356, 702, 1407]
- article-paragraph: ہے کہ حکومت ہند کی جانب سے 1991 میں عبادت گاہوں کے تحفظ کا قانون بنایا گیا تھا، اس قانون کا احترام کیا جائے اور مذہبی احساسات اور جذبات کا پاس و لحاظ رکھا جائے، نفرت کے بجائے محبت کو فروغ دیا جائے۔: [241, 1216, 353, 1289]
- article-paragraph: آل انڈیا مسلم پرسنل لاء بورڈ حکومت سے مطالبہ کرتا ہے کہ وہ اپنی ذمہ داری ادا کرے اور فرقہ پرست عناصر کو لگام دے جو ملک میں نفرت پھیلانے کا کام کر رہے ہیں۔: [358, 1119, 469, 1181]
- article-paragraph: عبادت گاہوں کے تحفظ کے سلسلے میں بنائے گئے قانون 1991 کے باوجود ملک کے مختلف حصوں میں مساجد کے بارے میں سامنے آرہے تنازعات تشویشناک ہیں۔: [591, 990, 702, 1042]
- article-paragraph: رکنیت 1982 میں منظور ہوئی۔ خاص طور سے کوسوو اور بوسنیا کے معاملے پر اپنی حمایت کا ذکر کیا گیا۔ درخواست رکنیت سے منظوری تک کا عرصہ عام طور پر کئی برس پر محیط ہوتا ہے۔: [8, 538, 119, 600]
- article-paragraph: ترکی کے ان اعتراضات پر برلن میں ہونے والے نیٹو وزرائے خارجہ کے اجلاس میں بھی گفتگو ہوئی۔ وزیر اعظم محترمہ ثنا مارن صاحبہ (Sanna Marin) نے کہا کہ فن لینڈ کی سلامتی کا تقاضہ ہے کہ وہ نیٹو کا حصہ بنے۔: [474, 441, 586, 513]
- article-paragraph: رکنیت 1982 میں منظور ہوئی۔ خاص طور سے کوسوو اور بوسنیا کے معاملے پر اپنی حمایت کا ذکر کیا گیا۔ درخواست رکنیت سے منظوری تک کا عرصہ عام طور پر کئی برس پر محیط ہوتا ہے۔: [124, 613, 236, 675]
- date: 27 May 2022: [375, 23, 429, 33]
- english-title: Qaumi Sahafat: [125, 7, 245, 26]
- article-paragraph: یوکرینی فوج کی کارکردگی اور استعداد بہتر ہوتی جا رہی ہے۔ ستم ظریفی کہ صدر پوٹن یوکرین کا رونا روتے تھے اور اب ان کی فن لینڈ سے ملنے والی سرحد بھی مخدوش ہوگئی بلکہ فن لینڈ کے ساتھ سوئیڈن کے نیٹو کا حصہ بن جانے کے بعد بحیرہ بیرنٹس (Barents Sea) پر بھی روس کی بالادستی ختم ہو جائے گی۔: [241, 121, 353, 214]
- article-paragraph: عمل کیا جائے، لوگ اس پر چلنے کی کوشش کریں تو وہ دن دور نہیں کہ ہمارے اسلامی معاشرے سے جہیز کی یہ تباہ کن رسم دور ہو جائے اور ہماری نورانی پیشانیوں سے جہیز کے لعین و بے دین کے نقش مٹ جائیں اور جہیز کے عفریت کا تیزی سے بڑھتا ہوا سلسلہ خس و خاشاک اور منعدم و معدوم ہو جائے۔: [714, 1427, 942, 1479]
- article-paragraph: یوکرینی فوج کی کارکردگی اور استعداد بہتر ہوتی جا رہی ہے۔ ستم ظریفی کہ صدر پوٹن یوکرین کا رونا روتے تھے اور اب ان کی فن لینڈ سے ملنے والی سرحد بھی مخدوش ہوگئی بلکہ فن لینڈ کے ساتھ سوئیڈن کے نیٹو کا حصہ بن جانے کے بعد بحیرہ بیرنٹس (Barents Sea) پر بھی روس کی بالادستی ختم ہو جائے گی۔: [124, 121, 353, 823]
- article-paragraph: رکنیت 1982 میں منظور ہوئی۔ خاص طور سے کوسوو اور بوسنیا کے معاملے پر اپنی حمایت کا ذکر کیا گیا۔ درخواست رکنیت سے منظوری تک کا عرصہ عام طور پر کئی برس پر محیط ہوتا ہے۔: [474, 195, 586, 257]
- article-paragraph: کالی نن گراڈ (Kaliningrad) روس کا وہ علاقہ ہے جو باقی ملک سے کٹا ہوا ہے (exclave) اور بحیرہ بالٹک کے کنارے واقع ہے۔ سوئیڈن کے جزیرے گوٹ لینڈ کی اسٹریٹجک اہمیت بہت زیادہ ہے۔: [124, 474, 236, 536]
- article-paragraph: عمل کیا جائے، لوگ اس پر چلنے کی کوشش کریں تو وہ دن دور نہیں کہ ہمارے اسلامی معاشرے سے جہیز کی یہ تباہ کن رسم دور ہو جائے اور ہماری نورانی پیشانیوں سے جہیز کے لعین و بے دین کے نقش مٹ جائیں اور جہیز کے عفریت کا تیزی سے بڑھتا ہوا سلسلہ خس و خاشاک اور منعدم و معدوم ہو جائے۔: [714, 1221, 942, 1273]
- article-paragraph: ہے کہ حکومت ہند کی جانب سے 1991 میں عبادت گاہوں کے تحفظ کا قانون بنایا گیا تھا، اس قانون کا احترام کیا جائے اور مذہبی احساسات اور جذبات کا پاس و لحاظ رکھا جائے، نفرت کے بجائے محبت کو فروغ دیا جائے۔: [124, 1044, 236, 1116]
- article-paragraph: اللہ رب العزت ہمارے معاشرے کو جہیز کی تباہیوں سے محفوظ رکھے اور ہم سب کو سیدھے راستے پر چلنے کی توفیق رفیق عطا فرمائے آمین۔: [714, 658, 942, 679]
- article-paragraph: سچ پوچھئے تو جہیز ایک بہت ہی خوش نما لفظ ہے جس پر شرح و بسط کے ساتھ دلچسپ تبصرہ کیا جاسکتا ہے۔ جہیز کا معنی ہے کسی کو صرف اس کی ضرورت کا سامان دینا۔ کفن دفن تجہیز و تکفین کے لئے اس لفظ کا استعمال کیا جاتا ہے۔ اور جس کی حقیقت یہ ہے کہ پڑھا لکھا طبقہ بلکہ عوام الناس بھی سنت رسول صلی اللہ تعالیٰ علیہ والہ وسلم کے نام سے یاد کرتی ہے جسے بحیثیت سنت لبوں سے بوسہ بھی دیا جاسکتا ہے اور دلوں سے لگایا بھی جاسکتا ہے۔ مگر یہ ایک ناقابل انکار حقیقت ہیں کہ آج کے اس ماڈرن دور میں اگر جہیز کو ایک لعنت کہا جائے تو غلط نہ ہوگا۔: [714, 1298, 942, 1381]
- article-paragraph: آل انڈیا مسلم پرسنل لاء بورڈ حکومت سے مطالبہ کرتا ہے کہ وہ اپنی ذمہ داری ادا کرے اور فرقہ پرست عناصر کو لگام دے جو ملک میں نفرت پھیلانے کا کام کر رہے ہیں۔: [241, 1291, 353, 1353]
- article-paragraph: ترکی کے ان اعتراضات پر برلن میں ہونے والے نیٹو وزرائے خارجہ کے اجلاس میں بھی گفتگو ہوئی۔ وزیر اعظم محترمہ ثنا مارن صاحبہ (Sanna Marin) نے کہا کہ فن لینڈ کی سلامتی کا تقاضہ ہے کہ وہ نیٹو کا حصہ بنے۔: [241, 301, 353, 374]
- article-paragraph: آل انڈیا مسلم پرسنل لاء بورڈ حکومت سے مطالبہ کرتا ہے کہ وہ اپنی ذمہ داری ادا کرے اور فرقہ پرست عناصر کو لگام دے جو ملک میں نفرت پھیلانے کا کام کر رہے ہیں۔: [241, 926, 353, 988]
- article-paragraph: کالی نن گراڈ (Kaliningrad) روس کا وہ علاقہ ہے جو باقی ملک سے کٹا ہوا ہے (exclave) اور بحیرہ بالٹک کے کنارے واقع ہے۔ سوئیڈن کے جزیرے گوٹ لینڈ کی اسٹریٹجک اہمیت بہت زیادہ ہے۔: [8, 399, 119, 461]
- right-headline-line2: یہ چنگاری شعلہ بن جائے گی: [738, 141, 918, 159]
- english-subtitle: Urdu Daily Lucknow: [141, 27, 229, 37]
- article-paragraph: دعا ہے کہ اللہ تعالیٰ مسلمانان ہند کی حفاظت فرمائے، مساجد و مدارس اور دینی جماعتوں اور تنظیموں کے سلسلے میں اہل ایمان کو اپنی ذمہ داری اخلاص اور اہتمام کے ساتھ پوری کرنے کی توفیق دے اور مشکل وقت میں ہماری مدد فرمائے آمین یارب العالمین!: [241, 990, 353, 1073]
- article-paragraph: عبادت گاہوں کے تحفظ کے سلسلے میں بنائے گئے قانون 1991 کے باوجود ملک کے مختلف حصوں میں مساجد کے بارے میں سامنے آرہے تنازعات تشویشناک ہیں۔: [124, 990, 236, 1042]
- author-caption: [832, 292, 942, 355]
- article-paragraph: دعا ہے کہ اللہ تعالیٰ مسلمانان ہند کی حفاظت فرمائے، مساجد و مدارس اور دینی جماعتوں اور تنظیموں کے سلسلے میں اہل ایمان کو اپنی ذمہ داری اخلاص اور اہتمام کے ساتھ پوری کرنے کی توفیق دے اور مشکل وقت میں ہماری مدد فرمائے آمین یارب العالمین!: [474, 1356, 586, 1439]
- article-paragraph: کالی نن گراڈ (Kaliningrad) روس کا وہ علاقہ ہے جو باقی ملک سے کٹا ہوا ہے (exclave) اور بحیرہ بالٹک کے کنارے واقع ہے۔ سوئیڈن کے جزیرے گوٹ لینڈ کی اسٹریٹجک اہمیت بہت زیادہ ہے۔: [591, 747, 702, 809]
- article-paragraph: آل انڈیا مسلم پرسنل لاء بورڈ حکومت سے مطالبہ کرتا ہے کہ وہ اپنی ذمہ داری ادا کرے اور فرقہ پرست عناصر کو لگام دے جو ملک میں نفرت پھیلانے کا کام کر رہے ہیں۔: [474, 1291, 586, 1353]
- article-paragraph: رکنیت 1982 میں منظور ہوئی۔ خاص طور سے کوسوو اور بوسنیا کے معاملے پر اپنی حمایت کا ذکر کیا گیا۔ درخواست رکنیت سے منظوری تک کا عرصہ عام طور پر کئی برس پر محیط ہوتا ہے۔: [591, 257, 702, 319]
- author-address-1: کریم گنج، پورن پور، پیلی: [845, 330, 929, 339]
- author-photo: [591, 121, 702, 253]
